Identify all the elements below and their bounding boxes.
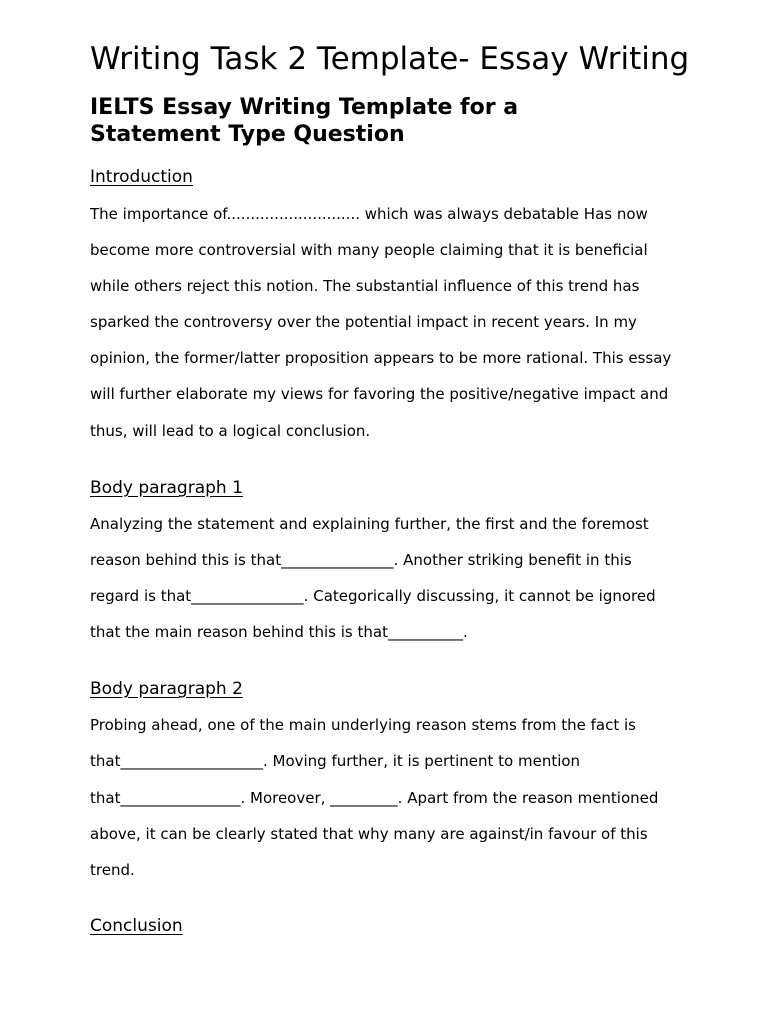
body-paragraph-2-line: above, it can be clearly stated that why many are against/in favour of this: [90, 825, 648, 843]
introduction-line: sparked the controversy over the potential impact in recent years. In my: [90, 313, 637, 331]
body-paragraph-1-heading: Body paragraph 1: [90, 478, 243, 498]
body-paragraph-1-line: Analyzing the statement and explaining further, the first and the foremost: [90, 515, 649, 533]
subtitle-line-1: IELTS Essay Writing Template for a: [90, 95, 519, 120]
introduction-heading: Introduction: [90, 167, 193, 187]
introduction-line: will further elaborate my views for favoring the positive/negative impact and: [90, 385, 669, 403]
subtitle-line-2: Statement Type Question: [90, 122, 405, 147]
body-paragraph-1-line: regard is that_______________. Categorically discussing, it cannot be ignored: [90, 587, 656, 605]
introduction-line: The importance of............................ which was always debatable Has now: [90, 205, 648, 223]
body-paragraph-2-line: Probing ahead, one of the main underlying reason stems from the fact is: [90, 716, 636, 734]
body-paragraph-1-line: that the main reason behind this is that__________.: [90, 623, 468, 641]
body-paragraph-2-line: that___________________. Moving further, it is pertinent to mention: [90, 752, 581, 770]
body-paragraph-2-line: trend.: [90, 861, 135, 879]
body-paragraph-2-line: that________________. Moreover, _________. Apart from the reason mentioned: [90, 789, 659, 807]
document-subtitle: [90, 94, 650, 148]
introduction-line: while others reject this notion. The substantial influence of this trend has: [90, 277, 640, 295]
introduction-line: opinion, the former/latter proposition appears to be more rational. This essay: [90, 349, 672, 367]
body-paragraph-1-line: reason behind this is that_______________. Another striking benefit in this: [90, 551, 632, 569]
introduction-line: become more controversial with many people claiming that it is beneficial: [90, 241, 648, 259]
introduction-line: thus, will lead to a logical conclusion.: [90, 422, 371, 440]
body-paragraph-2-heading: Body paragraph 2: [90, 679, 243, 699]
conclusion-heading: Conclusion: [90, 916, 183, 936]
document-title: Writing Task 2 Template- Essay Writing: [90, 41, 690, 77]
